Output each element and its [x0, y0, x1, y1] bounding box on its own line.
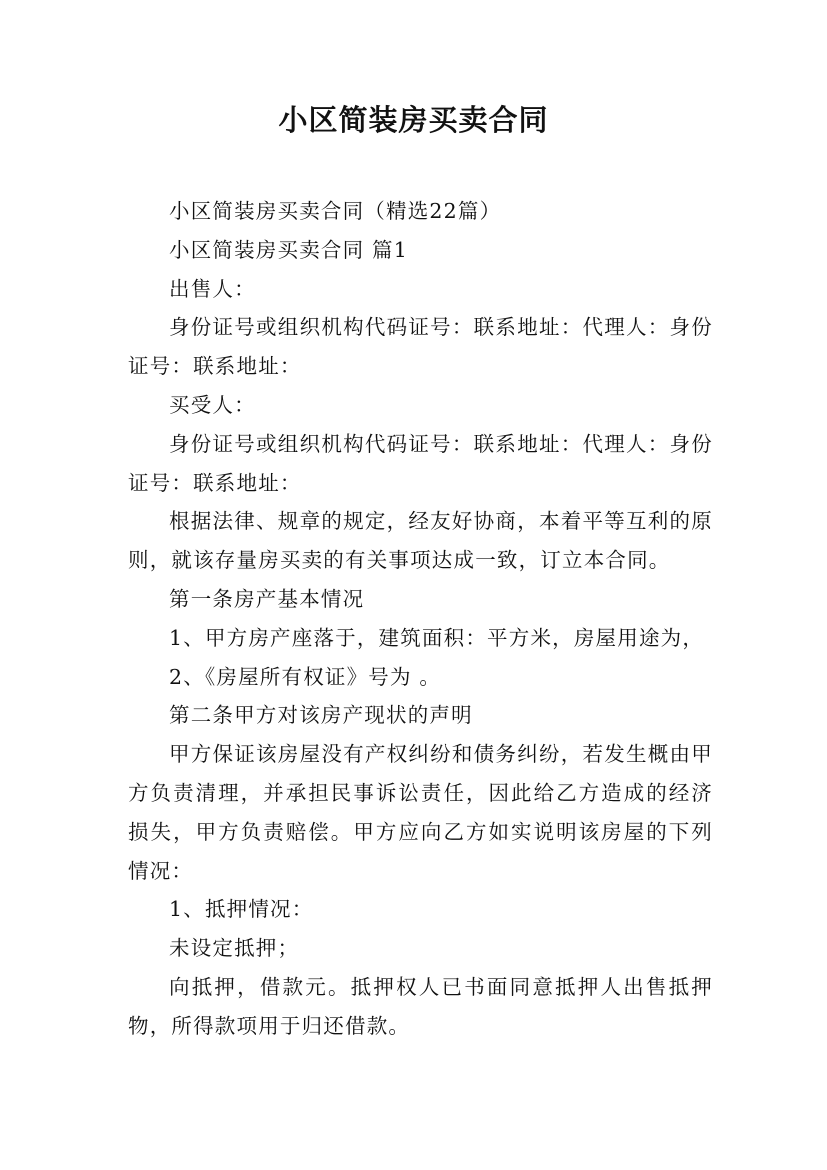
paragraph-article-2-body: 甲方保证该房屋没有产权纠纷和债务纠纷，若发生概由甲方负责清理，并承担民事诉讼责任，因此给乙方造成的经济损失，甲方负责赔偿。甲方应向乙方如实说明该房屋的下列情况： [128, 742, 713, 883]
paragraph-mortgage-heading: 1、抵押情况： [169, 897, 314, 922]
paragraph-section-heading: 小区简装房买卖合同 篇1 [169, 237, 408, 262]
paragraph-article-1-item-1: 1、甲方房产座落于，建筑面积：平方米，房屋用途为， [169, 625, 705, 650]
paragraph-buyer-label: 买受人： [169, 392, 256, 417]
document-title: 小区简装房买卖合同 [278, 103, 549, 137]
paragraph-seller-label: 出售人： [169, 276, 256, 301]
paragraph-mortgage-details: 向抵押，借款元。抵押权人已书面同意抵押人出售抵押物，所得款项用于归还借款。 [128, 974, 713, 1038]
paragraph-seller-details: 身份证号或组织机构代码证号：联系地址：代理人：身份证号：联系地址： [128, 315, 713, 379]
paragraph-article-2-heading: 第二条甲方对该房产现状的声明 [169, 703, 473, 728]
document-body [128, 192, 713, 1046]
paragraph-subtitle: 小区简装房买卖合同（精选22篇） [169, 199, 502, 223]
paragraph-preamble: 根据法律、规章的规定，经友好协商，本着平等互利的原则，就该存量房买卖的有关事项达成一致，订立本合同。 [128, 509, 713, 573]
paragraph-article-1-heading: 第一条房产基本情况 [169, 586, 365, 611]
paragraph-mortgage-none: 未设定抵押； [169, 936, 300, 961]
paragraph-buyer-details: 身份证号或组织机构代码证号：联系地址：代理人：身份证号：联系地址： [128, 431, 713, 495]
paragraph-article-1-item-2: 2、《房屋所有权证》号为 。 [169, 664, 442, 689]
